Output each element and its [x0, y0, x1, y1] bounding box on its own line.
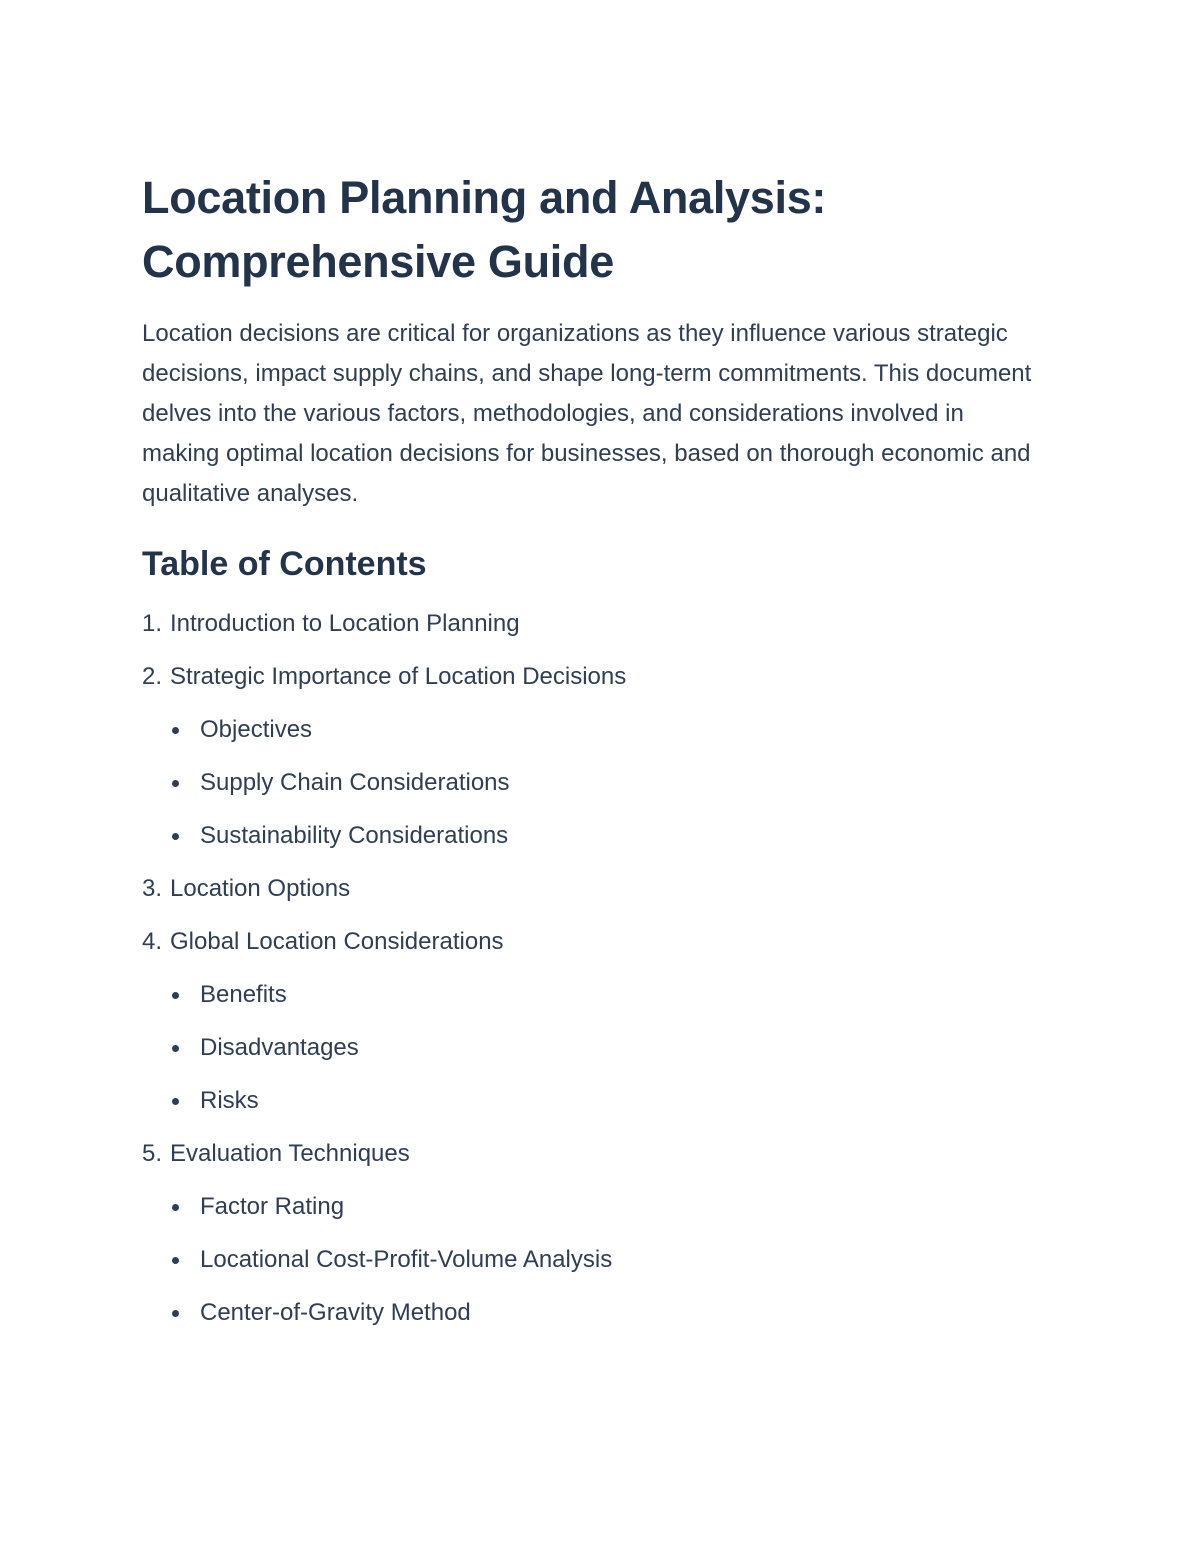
document-title	[142, 166, 1042, 294]
document-page	[142, 166, 1042, 1350]
toc-label: Strategic Importance of Location Decisions	[170, 663, 627, 690]
bullet-icon	[172, 1045, 179, 1052]
toc-subitem	[142, 1191, 1042, 1223]
toc-label: Global Location Considerations	[170, 928, 504, 955]
toc-sublabel: Locational Cost-Profit-Volume Analysis	[200, 1246, 613, 1273]
toc-sublabel: Sustainability Considerations	[200, 822, 509, 849]
toc-subitem	[142, 714, 1042, 746]
toc-sublabel: Risks	[200, 1087, 259, 1114]
bullet-icon	[172, 1204, 179, 1211]
toc-number: 2.	[142, 663, 163, 690]
toc-sublabel: Objectives	[200, 716, 313, 743]
bullet-icon	[172, 992, 179, 999]
toc-sublabel: Supply Chain Considerations	[200, 769, 510, 796]
toc-sublabel: Disadvantages	[200, 1034, 359, 1061]
toc-sublabel: Benefits	[200, 981, 287, 1008]
bullet-icon	[172, 1310, 179, 1317]
toc-label: Location Options	[170, 875, 351, 902]
toc-subitem	[142, 1297, 1042, 1329]
toc-subitem	[142, 1085, 1042, 1117]
toc-subitem	[142, 820, 1042, 852]
table-of-contents	[142, 608, 1042, 1329]
toc-heading: Table of Contents	[142, 545, 427, 583]
bullet-icon	[172, 780, 179, 787]
title-line-1: Location Planning and Analysis:	[142, 172, 827, 223]
toc-subitem	[142, 1244, 1042, 1276]
toc-sublist	[142, 979, 1042, 1117]
toc-label: Evaluation Techniques	[170, 1140, 410, 1167]
toc-label: Introduction to Location Planning	[170, 610, 520, 637]
intro-paragraph: Location decisions are critical for organizations as they influence various strategic decisions, impact supply chains, and shape long-term commitments. This document delves into the various factors, methodologies, and considerations involved in making optimal location decisions for businesses, based on thorough economic and qualitative analyses.	[142, 320, 1032, 507]
toc-sublabel: Center-of-Gravity Method	[200, 1299, 471, 1326]
toc-item-4	[142, 926, 1042, 1117]
toc-sublist	[142, 1191, 1042, 1329]
toc-sublabel: Factor Rating	[200, 1193, 345, 1220]
toc-subitem	[142, 1032, 1042, 1064]
toc-subitem	[142, 767, 1042, 799]
title-line-2: Comprehensive Guide	[142, 236, 614, 287]
toc-item-5	[142, 1138, 1042, 1329]
bullet-icon	[172, 1257, 179, 1264]
toc-number: 4.	[142, 928, 163, 955]
toc-number: 3.	[142, 875, 163, 902]
toc-item-2	[142, 661, 1042, 852]
toc-subitem	[142, 979, 1042, 1011]
toc-item-3	[142, 873, 1042, 905]
toc-number: 5.	[142, 1140, 163, 1167]
toc-sublist	[142, 714, 1042, 852]
bullet-icon	[172, 833, 179, 840]
toc-number: 1.	[142, 610, 163, 637]
bullet-icon	[172, 727, 179, 734]
toc-item-1	[142, 608, 1042, 640]
bullet-icon	[172, 1098, 179, 1105]
